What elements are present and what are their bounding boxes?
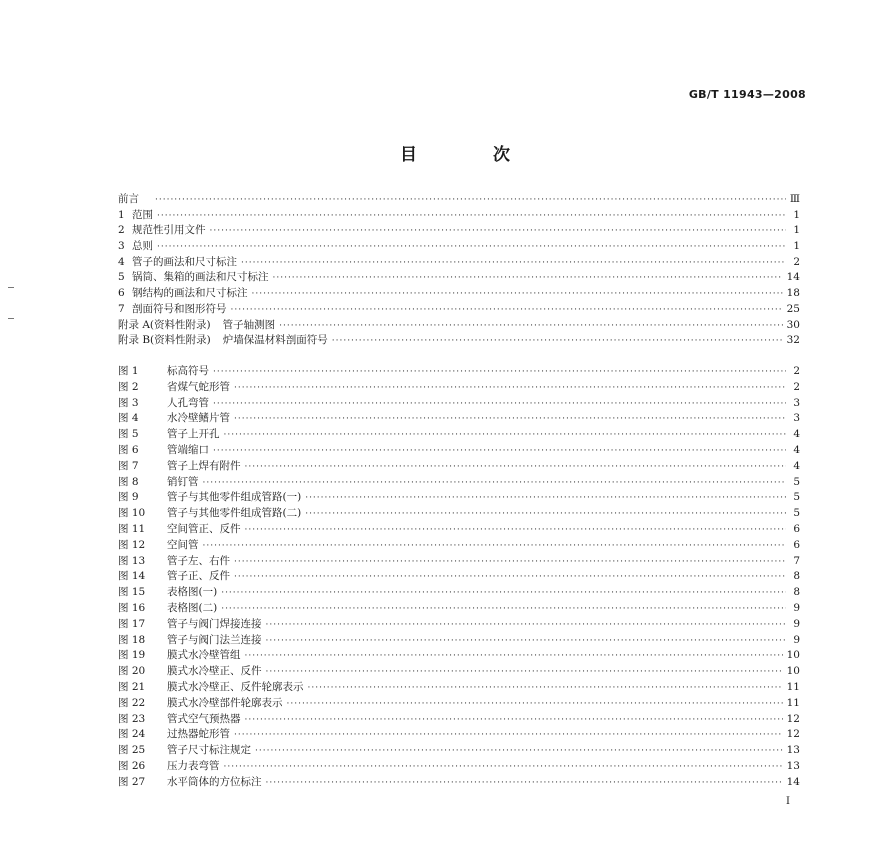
figure-title: 膜式水冷壁正、反件轮廓表示 <box>167 680 304 693</box>
standard-number: GB/T 11943—2008 <box>688 88 806 101</box>
dot-leader <box>157 209 786 225</box>
dot-leader <box>266 665 783 681</box>
toc-entry[interactable] <box>118 318 800 334</box>
toc-page-number: 25 <box>786 302 800 315</box>
figure-number: 图 27 <box>118 775 146 788</box>
dot-leader <box>279 319 783 335</box>
figure-number: 图 6 <box>118 443 139 456</box>
figure-title: 表格图(二) <box>167 601 218 614</box>
figure-page-number: 9 <box>793 633 800 646</box>
figure-page-number: 4 <box>793 428 800 441</box>
figure-number: 图 25 <box>118 744 146 757</box>
dot-leader <box>221 586 786 602</box>
dot-leader <box>305 507 786 523</box>
figure-page-number: 13 <box>786 744 800 757</box>
figure-number: 图 15 <box>118 586 146 599</box>
dot-leader <box>224 760 783 776</box>
figure-title: 空间管 <box>167 538 199 551</box>
figure-page-number: 12 <box>786 728 800 741</box>
figure-title: 管子与阀门焊接连接 <box>167 617 262 630</box>
toc-page-number: 1 <box>793 240 800 253</box>
toc-page-number: 14 <box>786 271 800 284</box>
toc-number: 前言 <box>118 193 139 205</box>
figure-number: 图 13 <box>118 554 146 567</box>
figure-title: 水冷壁鳍片管 <box>167 412 230 425</box>
toc-number: 附录 A(资料性附录) <box>118 318 211 331</box>
toc-page-number: 1 <box>793 224 800 237</box>
figure-number: 图 3 <box>118 396 139 409</box>
figure-number: 图 11 <box>118 522 146 535</box>
figure-page-number: 12 <box>786 712 800 725</box>
figure-entry[interactable] <box>118 617 800 633</box>
toc-number: 2 <box>118 224 125 237</box>
toc-title: 规范性引用文件 <box>132 224 206 237</box>
toc-number: 1 <box>118 208 125 221</box>
figure-entry[interactable] <box>118 554 800 570</box>
toc-page-number: 1 <box>793 208 800 221</box>
toc-page-number: 30 <box>786 318 800 331</box>
margin-mark <box>8 318 14 319</box>
figure-page-number: 3 <box>793 396 800 409</box>
figure-title: 管子与阀门法兰连接 <box>167 633 262 646</box>
dot-leader <box>252 287 783 303</box>
dot-leader <box>203 476 787 492</box>
figure-title: 管式空气预热器 <box>167 712 241 725</box>
figure-entry[interactable] <box>118 506 800 522</box>
toc-number: 附录 B(资料性附录) <box>118 334 211 347</box>
dot-leader <box>332 334 783 350</box>
dot-leader <box>266 634 787 650</box>
figure-title: 人孔弯管 <box>167 396 209 409</box>
figure-page-number: 6 <box>793 538 800 551</box>
dot-leader <box>203 539 787 555</box>
figure-entry[interactable] <box>118 380 800 396</box>
dot-leader <box>245 523 787 539</box>
figure-number: 图 1 <box>118 365 139 377</box>
figure-page-number: 10 <box>786 649 800 662</box>
dot-leader <box>155 193 786 209</box>
figure-entry[interactable] <box>118 743 800 759</box>
toc-entry[interactable] <box>118 270 800 286</box>
toc-page-number: 2 <box>793 255 800 268</box>
toc-entry[interactable] <box>118 192 800 208</box>
figure-number: 图 2 <box>118 380 139 393</box>
dot-leader <box>245 649 783 665</box>
figure-page-number: 13 <box>786 759 800 772</box>
figure-page-number: 6 <box>793 522 800 535</box>
dot-leader <box>255 744 783 760</box>
figure-number: 图 7 <box>118 459 139 472</box>
figure-entry[interactable] <box>118 696 800 712</box>
toc-entry[interactable] <box>118 302 800 318</box>
figure-page-number: 8 <box>793 586 800 599</box>
figure-entry[interactable] <box>118 427 800 443</box>
toc-title: 钢结构的画法和尺寸标注 <box>132 287 248 300</box>
figure-page-number: 7 <box>793 554 800 567</box>
figure-page-number: 9 <box>793 617 800 630</box>
figure-entry[interactable] <box>118 585 800 601</box>
dot-leader <box>224 428 787 444</box>
toc-page-number: Ⅲ <box>789 193 800 205</box>
dot-leader <box>157 240 786 256</box>
figure-entry[interactable] <box>118 759 800 775</box>
toc-number: 4 <box>118 255 125 268</box>
dot-leader <box>245 460 787 476</box>
figure-title: 膜式水冷壁管组 <box>167 649 241 662</box>
toc-figure-list <box>118 364 800 791</box>
dot-leader <box>234 412 786 428</box>
figure-entry[interactable] <box>118 475 800 491</box>
figure-title: 管子正、反件 <box>167 570 230 583</box>
figure-number: 图 4 <box>118 412 139 425</box>
figure-entry[interactable] <box>118 396 800 412</box>
dot-leader <box>231 303 783 319</box>
dot-leader <box>234 728 783 744</box>
dot-leader <box>234 381 786 397</box>
figure-number: 图 10 <box>118 507 146 520</box>
figure-page-number: 14 <box>786 775 800 788</box>
toc-title: 剖面符号和图形符号 <box>132 302 227 315</box>
figure-number: 图 23 <box>118 712 146 725</box>
dot-leader <box>266 776 783 792</box>
dot-leader <box>308 681 783 697</box>
toc-entry[interactable] <box>118 333 800 349</box>
figure-number: 图 21 <box>118 680 146 693</box>
figure-entry[interactable] <box>118 648 800 664</box>
dot-leader <box>234 570 786 586</box>
dot-leader <box>234 555 786 571</box>
figure-number: 图 24 <box>118 728 146 741</box>
toc-main-list <box>118 192 800 349</box>
figure-number: 图 26 <box>118 759 146 772</box>
figure-page-number: 2 <box>793 380 800 393</box>
figure-page-number: 5 <box>793 507 800 520</box>
figure-page-number: 10 <box>786 665 800 678</box>
figure-title: 标高符号 <box>167 365 209 377</box>
toc-number: 6 <box>118 287 125 300</box>
figure-entry[interactable] <box>118 680 800 696</box>
dot-leader <box>245 713 783 729</box>
figure-page-number: 11 <box>786 696 800 709</box>
figure-title: 膜式水冷壁正、反件 <box>167 665 262 678</box>
figure-title: 管子与其他零件组成管路(一) <box>167 491 302 504</box>
margin-mark <box>8 287 14 288</box>
figure-page-number: 5 <box>793 491 800 504</box>
figure-number: 图 16 <box>118 601 146 614</box>
figure-page-number: 5 <box>793 475 800 488</box>
figure-title: 管子与其他零件组成管路(二) <box>167 507 302 520</box>
dot-leader <box>213 365 786 381</box>
figure-number: 图 8 <box>118 475 139 488</box>
page-title-char-1: 目 <box>400 145 417 165</box>
figure-entry[interactable] <box>118 633 800 649</box>
dot-leader <box>273 271 783 287</box>
page-folio: I <box>786 796 790 807</box>
figure-entry[interactable] <box>118 364 800 380</box>
toc-number: 5 <box>118 271 125 284</box>
figure-entry[interactable] <box>118 601 800 617</box>
toc-title: 管子的画法和尺寸标注 <box>132 255 237 268</box>
toc-title: 锅筒、集箱的画法和尺寸标注 <box>132 271 269 284</box>
toc-title: 总则 <box>132 240 153 253</box>
dot-leader <box>241 256 786 272</box>
figure-title: 空间管正、反件 <box>167 522 241 535</box>
toc-title: 范围 <box>132 208 153 221</box>
toc-title: 管子轴测图 <box>222 318 276 331</box>
figure-title: 省煤气蛇形管 <box>167 380 230 393</box>
toc-title: 炉墙保温材料剖面符号 <box>222 334 328 347</box>
figure-entry[interactable] <box>118 522 800 538</box>
figure-title: 管子尺寸标注规定 <box>167 744 251 757</box>
figure-number: 图 22 <box>118 696 146 709</box>
figure-entry[interactable] <box>118 727 800 743</box>
figure-entry[interactable] <box>118 569 800 585</box>
figure-page-number: 3 <box>793 412 800 425</box>
figure-entry[interactable] <box>118 664 800 680</box>
toc-number: 3 <box>118 240 125 253</box>
figure-page-number: 4 <box>793 443 800 456</box>
figure-title: 压力表弯管 <box>167 759 220 772</box>
figure-title: 水平筒体的方位标注 <box>167 775 262 788</box>
dot-leader <box>213 444 786 460</box>
figure-title: 管端缩口 <box>167 443 209 456</box>
dot-leader <box>213 397 786 413</box>
toc-number: 7 <box>118 302 125 315</box>
toc-entry[interactable] <box>118 239 800 255</box>
figure-entry[interactable] <box>118 775 800 791</box>
figure-entry[interactable] <box>118 411 800 427</box>
toc-page-number: 32 <box>786 334 800 347</box>
figure-page-number: 11 <box>786 680 800 693</box>
toc-entry[interactable] <box>118 223 800 239</box>
figure-title: 膜式水冷壁部件轮廓表示 <box>167 696 283 709</box>
figure-title: 管子上开孔 <box>167 428 220 441</box>
figure-title: 过热器蛇形管 <box>167 728 230 741</box>
figure-page-number: 4 <box>793 459 800 472</box>
figure-entry[interactable] <box>118 443 800 459</box>
figure-entry[interactable] <box>118 538 800 554</box>
figure-number: 图 9 <box>118 491 139 504</box>
toc-entry[interactable] <box>118 255 800 271</box>
dot-leader <box>210 224 787 240</box>
page-title <box>400 140 510 165</box>
figure-page-number: 9 <box>793 601 800 614</box>
figure-title: 销钉管 <box>167 475 199 488</box>
figure-entry[interactable] <box>118 490 800 506</box>
figure-number: 图 17 <box>118 617 146 630</box>
figure-entry[interactable] <box>118 459 800 475</box>
page-title-char-2: 次 <box>493 145 510 165</box>
figure-title: 管子左、右件 <box>167 554 230 567</box>
figure-page-number: 2 <box>793 365 800 377</box>
dot-leader <box>266 618 787 634</box>
dot-leader <box>287 697 783 713</box>
toc-entry[interactable] <box>118 208 800 224</box>
figure-number: 图 5 <box>118 428 139 441</box>
figure-title: 表格图(一) <box>167 586 218 599</box>
figure-number: 图 12 <box>118 538 146 551</box>
figure-entry[interactable] <box>118 712 800 728</box>
dot-leader <box>221 602 786 618</box>
figure-number: 图 19 <box>118 649 146 662</box>
toc-entry[interactable] <box>118 286 800 302</box>
toc-page-number: 18 <box>786 287 800 300</box>
figure-page-number: 8 <box>793 570 800 583</box>
figure-number: 图 14 <box>118 570 146 583</box>
figure-number: 图 20 <box>118 665 146 678</box>
figure-number: 图 18 <box>118 633 146 646</box>
figure-title: 管子上焊有附件 <box>167 459 241 472</box>
dot-leader <box>305 491 786 507</box>
